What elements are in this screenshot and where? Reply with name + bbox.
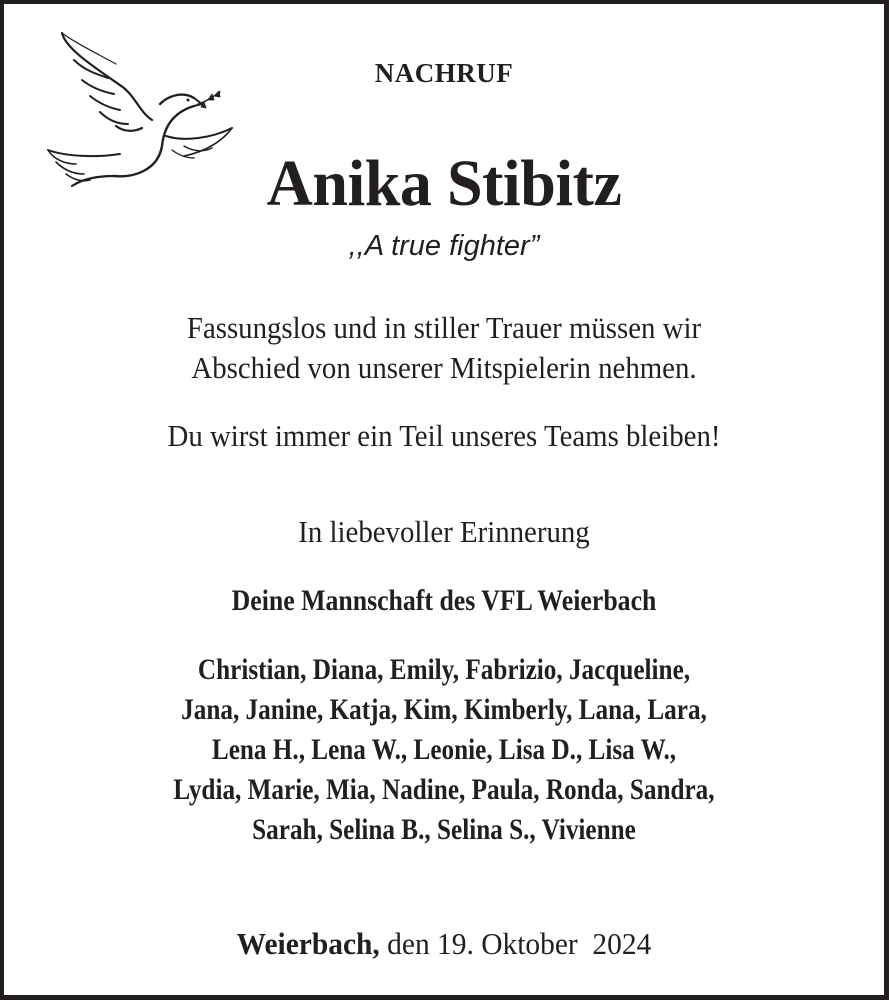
date: den 19. Oktober 2024 — [379, 926, 652, 961]
condolence-line: Abschied von unserer Mitspielerin nehmen. — [191, 350, 697, 385]
place: Weierbach, — [236, 926, 380, 961]
team-member-line: Christian, Diana, Emily, Fabrizio, Jacqueline, — [197, 653, 691, 686]
team-member-list — [74, 650, 813, 850]
condolence-text — [35, 308, 853, 388]
memory-line: In liebevoller Erinnerung — [298, 514, 590, 549]
condolence-line: Fassungslos und in stiller Trauer müssen wir — [186, 310, 702, 345]
team-member-line: Lena H., Lena W., Leonie, Lisa D., Lisa W., — [211, 733, 677, 766]
place-and-date — [26, 926, 862, 962]
team-signature: Deine Mannschaft des VFL Weierbach — [231, 584, 657, 617]
team-member-line: Jana, Janine, Katja, Kim, Kimberly, Lana, Lara, — [181, 693, 707, 726]
motto: ,,A true fighter” — [348, 230, 540, 262]
notice-heading: NACHRUF — [374, 58, 514, 88]
deceased-name: Anika Stibitz — [266, 147, 622, 220]
team-member-line: Lydia, Marie, Mia, Nadine, Paula, Ronda, Sandra, — [173, 773, 715, 806]
closing-line: Du wirst immer ein Teil unseres Teams bleiben! — [167, 418, 721, 453]
team-member-line: Sarah, Selina B., Selina S., Vivienne — [252, 813, 636, 846]
